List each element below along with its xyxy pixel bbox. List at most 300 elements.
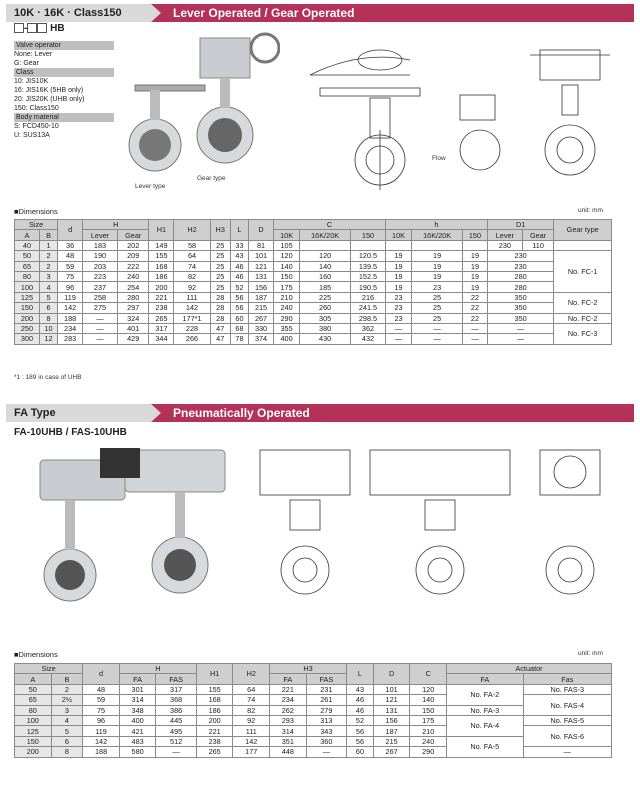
table-cell: 386 [156, 705, 196, 715]
table-cell: 142 [233, 736, 270, 746]
table-cell: 275 [83, 303, 118, 313]
table-cell: 68 [230, 323, 248, 333]
table-cell: 23 [385, 313, 411, 323]
table-cell: 261 [306, 695, 346, 705]
table-cell: 3 [51, 705, 83, 715]
table-cell: — [523, 747, 611, 757]
table-cell: No. FC-1 [554, 251, 612, 293]
table-cell: 150 [273, 271, 299, 281]
th: FA [447, 674, 524, 684]
table-cell: 140 [410, 695, 447, 705]
table-cell: 400 [119, 715, 156, 725]
table-cell: 56 [230, 292, 248, 302]
table-cell: 215 [249, 303, 274, 313]
table-cell: 314 [119, 695, 156, 705]
table-cell: 59 [58, 261, 83, 271]
table-cell: 330 [249, 323, 274, 333]
table-cell: 429 [117, 334, 149, 344]
table-cell: 19 [463, 271, 488, 281]
table-cell: 1 [39, 240, 57, 250]
table-row [15, 705, 612, 715]
table-cell: 234 [270, 695, 307, 705]
table-cell: No. FA-4 [447, 715, 524, 736]
table-cell: 125 [15, 292, 40, 302]
table-cell: 4 [39, 282, 57, 292]
table-row [15, 323, 612, 333]
table-cell: 432 [351, 334, 386, 344]
table-cell: 210 [273, 292, 299, 302]
table-cell: 234 [58, 323, 83, 333]
table-cell: 75 [83, 705, 120, 715]
table-cell: 56 [347, 736, 374, 746]
table-cell: 142 [174, 303, 210, 313]
th: D1 [487, 220, 553, 230]
table-cell: 293 [270, 715, 307, 725]
table-row [15, 261, 612, 271]
table-cell: 230 [487, 261, 553, 271]
th: L [347, 664, 374, 685]
table-cell: 421 [119, 726, 156, 736]
table-cell: 188 [58, 313, 83, 323]
table-cell: 105 [273, 240, 299, 250]
table-cell: No. FAS-5 [523, 715, 611, 725]
table-cell: 240 [273, 303, 299, 313]
th: H [83, 220, 149, 230]
table-cell: 74 [233, 695, 270, 705]
table-cell: 2 [39, 251, 57, 261]
table-cell: 355 [273, 323, 299, 333]
table-cell: 4 [51, 715, 83, 725]
table-cell: 120 [300, 251, 351, 261]
banner-left: 10K · 16K · Class150 [6, 4, 151, 22]
table-cell: 140 [273, 261, 299, 271]
table-cell: 110 [522, 240, 554, 250]
table-cell: No. FAS-6 [523, 726, 611, 747]
technical-drawing [300, 30, 620, 195]
table-cell: — [83, 323, 118, 333]
th: H1 [196, 664, 233, 685]
table-cell: 149 [149, 240, 174, 250]
table-cell: 58 [174, 240, 210, 250]
th: d [58, 220, 83, 241]
table-cell: 23 [412, 282, 463, 292]
th: d [83, 664, 120, 685]
table-cell: 19 [385, 251, 411, 261]
table-cell: 168 [196, 695, 233, 705]
th: H1 [149, 220, 174, 241]
legend-item: G: Gear [14, 60, 39, 67]
table-cell: 267 [249, 313, 274, 323]
table-cell: 188 [83, 747, 120, 757]
th: B [51, 674, 83, 684]
unit-1: unit: mm [578, 207, 603, 214]
table-cell: 222 [117, 261, 149, 271]
table-row [15, 240, 612, 250]
th: 150 [351, 230, 386, 240]
table-cell: 203 [83, 261, 118, 271]
table-cell: 28 [210, 292, 230, 302]
table-cell: 6 [39, 303, 57, 313]
lever-type-label: Lever type [135, 183, 166, 190]
table-cell: 142 [83, 736, 120, 746]
table-cell: 254 [117, 282, 149, 292]
table-cell: 25 [210, 240, 230, 250]
table-cell: 5 [51, 726, 83, 736]
th: D [249, 220, 274, 241]
model-title: FA-10UHB / FAS-10UHB [14, 427, 127, 438]
unit-2: unit: mm [578, 650, 603, 657]
gear-type-label: Gear type [197, 175, 226, 182]
table-cell: 28 [210, 303, 230, 313]
table-cell: 190.5 [351, 282, 386, 292]
table-cell: 512 [156, 736, 196, 746]
th: FA [119, 674, 156, 684]
table-cell: 19 [463, 251, 488, 261]
banner-right: Lever Operated / Gear Operated [173, 6, 355, 20]
table-cell: 2½ [51, 695, 83, 705]
table-cell: 240 [117, 271, 149, 281]
table-cell: 221 [196, 726, 233, 736]
table-cell: 23 [385, 303, 411, 313]
table-cell: 223 [83, 271, 118, 281]
banner-left: FA Type [6, 404, 151, 422]
table-cell: 350 [487, 303, 553, 313]
table-cell: 92 [174, 282, 210, 292]
table-cell: 139.5 [351, 261, 386, 271]
table-cell: 65 [15, 261, 40, 271]
table-cell: 262 [270, 705, 307, 715]
th: H2 [174, 220, 210, 241]
table-cell: No. FA-3 [447, 705, 524, 715]
table-cell: 65 [15, 695, 52, 705]
table-cell: No. FAS-3 [523, 684, 611, 694]
th: H3 [210, 220, 230, 241]
table-cell: 313 [306, 715, 346, 725]
table-cell: — [412, 334, 463, 344]
th: H3 [270, 664, 347, 674]
table-cell: 92 [233, 715, 270, 725]
table-cell: 82 [233, 705, 270, 715]
th: Fas [523, 674, 611, 684]
table-cell: 305 [300, 313, 351, 323]
section1-banner [6, 4, 634, 22]
table-cell: 445 [156, 715, 196, 725]
table-cell: 23 [385, 292, 411, 302]
valve-photo [120, 30, 280, 190]
table-cell: 155 [196, 684, 233, 694]
table-cell: 156 [373, 715, 410, 725]
table-cell: 19 [412, 271, 463, 281]
table-cell: 225 [300, 292, 351, 302]
table-cell: 298.5 [351, 313, 386, 323]
table-cell: 186 [196, 705, 233, 715]
table-cell: 231 [306, 684, 346, 694]
table-cell: 448 [270, 747, 307, 757]
table-cell: 22 [463, 313, 488, 323]
table-cell: 187 [249, 292, 274, 302]
th: FAS [306, 674, 346, 684]
th: B [39, 230, 57, 240]
legend-item: U: SUS13A [14, 132, 50, 139]
table-row [15, 736, 612, 746]
table-cell: 265 [196, 747, 233, 757]
table-cell: 221 [149, 292, 174, 302]
table-cell: 374 [249, 334, 274, 344]
table-cell: 22 [463, 303, 488, 313]
table-cell: 237 [83, 282, 118, 292]
th: A [15, 230, 40, 240]
banner-right: Pneumatically Operated [173, 406, 310, 420]
table-cell: 280 [487, 282, 553, 292]
table-cell: 46 [347, 695, 374, 705]
table-cell: 48 [58, 251, 83, 261]
valve-operator-head: Valve operator [14, 41, 114, 50]
table-cell: 120.5 [351, 251, 386, 261]
table-cell: 348 [119, 705, 156, 715]
table-cell: 241.5 [351, 303, 386, 313]
table-cell: No. FAS-4 [523, 695, 611, 716]
table-cell: 25 [210, 261, 230, 271]
table-cell: 5 [39, 292, 57, 302]
table-cell: 177*1 [174, 313, 210, 323]
table-cell: 74 [174, 261, 210, 271]
th: Size [15, 220, 58, 230]
table-cell: — [487, 323, 553, 333]
table-cell: 142 [58, 303, 83, 313]
table-cell: 125 [15, 726, 52, 736]
table-cell: 186 [149, 271, 174, 281]
table-cell: 60 [347, 747, 374, 757]
th: FA [270, 674, 307, 684]
section2-banner [6, 404, 634, 422]
th: 10K [273, 230, 299, 240]
table-cell: 175 [273, 282, 299, 292]
table-cell: 8 [51, 747, 83, 757]
table-cell: 301 [119, 684, 156, 694]
table-cell: 111 [233, 726, 270, 736]
table-cell: 360 [306, 736, 346, 746]
table-cell: No. FC-2 [554, 292, 612, 313]
table-cell: 280 [117, 292, 149, 302]
table-cell [300, 240, 351, 250]
table-cell: 495 [156, 726, 196, 736]
table-cell: 230 [487, 240, 522, 250]
table-cell: 200 [15, 747, 52, 757]
th: 16K/20K [300, 230, 351, 240]
table-cell: 96 [83, 715, 120, 725]
table-cell: 150 [15, 736, 52, 746]
table-cell: 10 [39, 323, 57, 333]
table-cell: 215 [373, 736, 410, 746]
table-cell: 40 [15, 240, 40, 250]
table-cell: 368 [156, 695, 196, 705]
table-cell: 59 [83, 695, 120, 705]
table-cell: 230 [487, 251, 553, 261]
table-cell: 12 [39, 334, 57, 344]
table-cell: 121 [373, 695, 410, 705]
table-cell: — [463, 323, 488, 333]
table-cell: 185 [300, 282, 351, 292]
table-cell: — [385, 323, 411, 333]
table-cell: 168 [149, 261, 174, 271]
table-cell [351, 240, 386, 250]
th: 10K [385, 230, 411, 240]
table-cell: 43 [347, 684, 374, 694]
table-cell: 175 [410, 715, 447, 725]
table-cell: 240 [410, 736, 447, 746]
table-cell: 265 [149, 313, 174, 323]
table-cell: No. FC-3 [554, 323, 612, 344]
table-cell: 350 [487, 313, 553, 323]
class-head: Class [14, 68, 114, 77]
table-cell: 19 [463, 282, 488, 292]
table-cell: 2 [39, 261, 57, 271]
table-cell: 140 [300, 261, 351, 271]
th: Lever [83, 230, 118, 240]
table-cell: 3 [39, 271, 57, 281]
table-cell: 238 [196, 736, 233, 746]
table-cell: 362 [351, 323, 386, 333]
table-row [15, 313, 612, 323]
table-cell: 400 [273, 334, 299, 344]
table-cell: 22 [463, 292, 488, 302]
table-cell: 46 [347, 705, 374, 715]
table-cell: 343 [306, 726, 346, 736]
table-cell: 46 [230, 271, 248, 281]
code-legend [14, 41, 114, 140]
dimensions-title-2: ■Dimensions [14, 650, 58, 659]
table-cell: 47 [210, 334, 230, 344]
table-cell: 56 [347, 726, 374, 736]
table-cell: 344 [149, 334, 174, 344]
th: D [373, 664, 410, 685]
table-cell [412, 240, 463, 250]
th: C [273, 220, 385, 230]
footnote: *1 : 189 in case of UHB [14, 374, 82, 381]
table-cell: 216 [351, 292, 386, 302]
table-cell [554, 240, 612, 250]
table-cell: 401 [117, 323, 149, 333]
th: Gear [117, 230, 149, 240]
table-cell: 324 [117, 313, 149, 323]
table-cell: 290 [410, 747, 447, 757]
table-cell: 317 [156, 684, 196, 694]
table-cell: 350 [487, 292, 553, 302]
table-cell: 19 [463, 261, 488, 271]
table-cell: 64 [233, 684, 270, 694]
table-cell: 283 [58, 334, 83, 344]
table-cell: 19 [412, 261, 463, 271]
table-cell: 50 [15, 684, 52, 694]
th: Gear [522, 230, 554, 240]
table-cell: — [385, 334, 411, 344]
table-cell: 52 [347, 715, 374, 725]
table-cell: 297 [117, 303, 149, 313]
table-cell: 100 [15, 715, 52, 725]
table-cell: 209 [117, 251, 149, 261]
table-cell: 81 [249, 240, 274, 250]
table-cell: 351 [270, 736, 307, 746]
table-cell: 200 [149, 282, 174, 292]
table-cell: 266 [174, 334, 210, 344]
table-row [15, 684, 612, 694]
table-cell: 200 [196, 715, 233, 725]
table-cell: — [412, 323, 463, 333]
table-row [15, 282, 612, 292]
table-cell: 238 [149, 303, 174, 313]
table-cell: 19 [385, 271, 411, 281]
table-cell: 56 [230, 303, 248, 313]
actuator-photo [30, 440, 240, 610]
table-cell: 6 [51, 736, 83, 746]
table-cell: 8 [39, 313, 57, 323]
table-cell: — [83, 334, 118, 344]
table-cell: — [156, 747, 196, 757]
legend-item: None: Lever [14, 51, 53, 58]
table-cell: 52 [230, 282, 248, 292]
table-cell: 78 [230, 334, 248, 344]
table-cell: 28 [210, 313, 230, 323]
table-cell: 96 [58, 282, 83, 292]
table-cell: 120 [410, 684, 447, 694]
table-cell: 60 [230, 313, 248, 323]
table-cell: 250 [15, 323, 40, 333]
th: Size [15, 664, 83, 674]
th: 16K/20K [412, 230, 463, 240]
th: Lever [487, 230, 522, 240]
body-head: Body material [14, 113, 114, 122]
table-cell: 290 [273, 313, 299, 323]
table-cell: 177 [233, 747, 270, 757]
table-cell: — [463, 334, 488, 344]
table-row [15, 251, 612, 261]
table-cell: 314 [270, 726, 307, 736]
legend-item: 150: Class150 [14, 105, 59, 112]
table-cell: 430 [300, 334, 351, 344]
table-cell: 580 [119, 747, 156, 757]
table-cell: 80 [15, 705, 52, 715]
th: L [230, 220, 248, 241]
table-cell: 43 [230, 251, 248, 261]
table-cell: 260 [300, 303, 351, 313]
table-cell: 119 [58, 292, 83, 302]
table-cell: 25 [210, 271, 230, 281]
table-cell: 155 [149, 251, 174, 261]
table-cell: — [83, 313, 118, 323]
table-cell: 100 [15, 282, 40, 292]
table-row [15, 303, 612, 313]
table-cell: 150 [410, 705, 447, 715]
table-row [15, 715, 612, 725]
legend-item: S: FCD450-10 [14, 123, 59, 130]
table-cell: 150 [15, 303, 40, 313]
table-cell: No. FA-5 [447, 736, 524, 757]
table-cell: 101 [373, 684, 410, 694]
table-cell: 210 [410, 726, 447, 736]
actuator-drawing [250, 430, 620, 605]
table-cell: 33 [230, 240, 248, 250]
table-cell: No. FC-2 [554, 313, 612, 323]
flow-label: Flow [432, 155, 446, 162]
table-cell: 131 [249, 271, 274, 281]
th: H [119, 664, 196, 674]
table-cell: 82 [174, 271, 210, 281]
dimensions-title-1: ■Dimensions [14, 207, 58, 216]
th: H2 [233, 664, 270, 685]
table-cell: 111 [174, 292, 210, 302]
table-cell: 47 [210, 323, 230, 333]
th: 150 [463, 230, 488, 240]
